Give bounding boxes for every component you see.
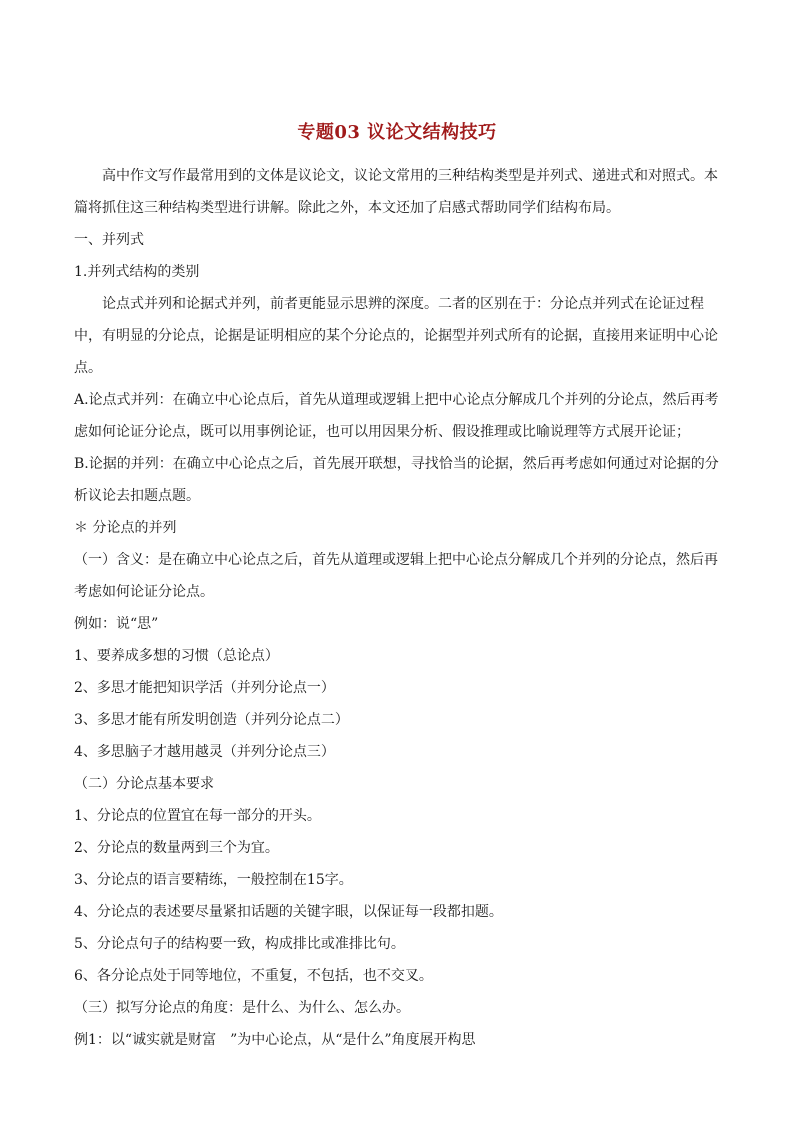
subheading-requirements: （二）分论点基本要求 <box>74 776 214 792</box>
list-item: 1、分论点的位置宜在每一部分的开头。 <box>74 808 321 824</box>
document-body <box>74 160 722 1056</box>
paragraph-point-parallel: A.论点式并列：在确立中心论点后，首先从道理或逻辑上把中心论点分解成几个并列的分论点，然后再考虑如何论证分论点，既可以用事例论证，也可以用因果分析、假设推理或比喻说理等方式展开论证； <box>74 392 719 440</box>
list-item: 6、各分论点处于同等地位，不重复，不包括，也不交叉。 <box>74 968 433 984</box>
list-item: 4、多思脑子才越用越灵（并列分论点三） <box>74 744 335 760</box>
list-item: 5、分论点句子的结构要一致，构成排比或准排比句。 <box>74 936 405 952</box>
subheading-subpoint-parallel: ＊ 分论点的并列 <box>74 520 177 536</box>
list-item: 3、分论点的语言要精练，一般控制在15字。 <box>74 872 353 888</box>
list-item: 1、要养成多想的习惯（总论点） <box>74 648 279 664</box>
paragraph-types-explanation: 论点式并列和论据式并列，前者更能显示思辨的深度。二者的区别在于：分论点并列式在论证过程中，有明显的分论点，论据是证明相应的某个分论点的，论据型并列式所有的论据，直接用来证明中心论点。 <box>74 296 718 376</box>
paragraph-definition: （一）含义：是在确立中心论点之后，首先从道理或逻辑上把中心论点分解成几个并列的分论点，然后再考虑如何论证分论点。 <box>74 552 718 600</box>
example-heading: 例如：说“思” <box>74 616 159 632</box>
subheading-angles: （三）拟写分论点的角度：是什么、为什么、怎么办。 <box>74 1000 410 1016</box>
list-item: 2、多思才能把知识学活（并列分论点一） <box>74 680 335 696</box>
list-item: 4、分论点的表述要尽量紧扣话题的关键字眼，以保证每一段都扣题。 <box>74 904 503 920</box>
list-item: 3、多思才能有所发明创造（并列分论点二） <box>74 712 349 728</box>
paragraph-evidence-parallel: B.论据的并列：在确立中心论点之后，首先展开联想，寻找恰当的论据，然后再考虑如何通过对论据的分析议论去扣题点题。 <box>74 456 719 504</box>
intro-paragraph: 高中作文写作最常用到的文体是议论文，议论文常用的三种结构类型是并列式、递进式和对照式。本篇将抓住这三种结构类型进行讲解。除此之外，本文还加了启感式帮助同学们结构布局。 <box>74 168 718 216</box>
document-title: 专题03 议论文结构技巧 <box>297 122 497 143</box>
example-1: 例1：以“诚实就是财富 ”为中心论点，从“是什么”角度展开构思 <box>74 1032 476 1048</box>
subheading-parallel-types: 1.并列式结构的类别 <box>74 264 200 280</box>
list-item: 2、分论点的数量两到三个为宜。 <box>74 840 279 856</box>
section-heading-parallel: 一、并列式 <box>74 232 144 248</box>
